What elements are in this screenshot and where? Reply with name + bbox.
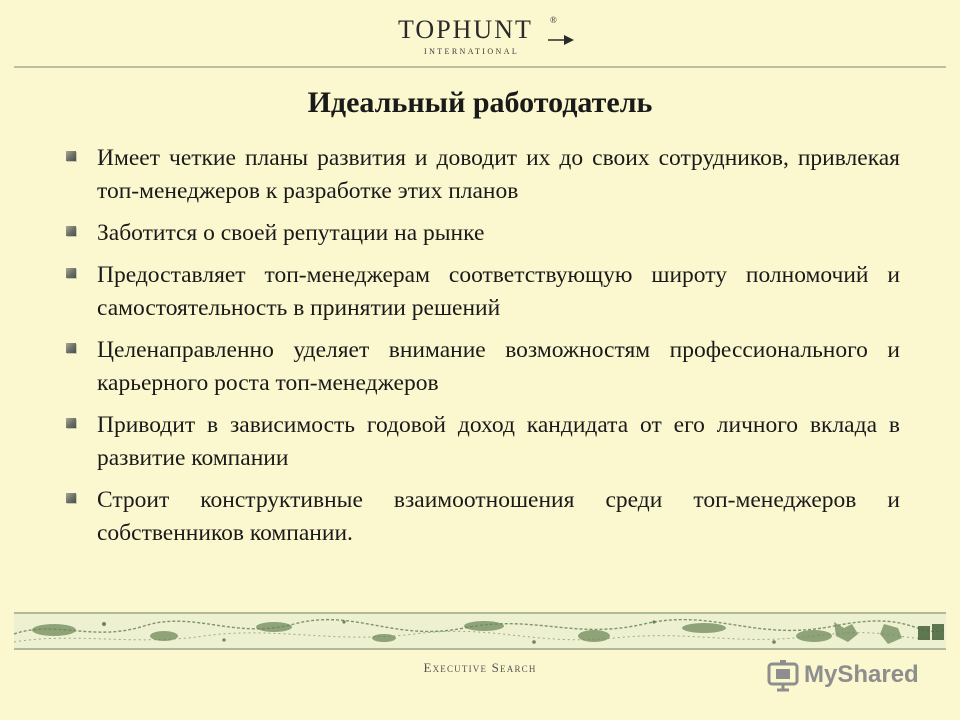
tophunt-logo — [398, 14, 578, 60]
watermark-text: MyShared — [804, 661, 919, 688]
list-item-text: Заботится о своей репутации на рынке — [97, 220, 485, 246]
map-banner-image — [14, 612, 946, 650]
decorative-map-banner — [14, 612, 946, 650]
list-item — [66, 334, 900, 400]
square-bullet-icon — [66, 418, 76, 428]
list-item-text: Предоставляет топ-менеджерам соответствующую широту полномочий и самостоятельность в принятии решений — [97, 262, 900, 321]
list-item — [66, 259, 900, 325]
logo-subtitle: INTERNATIONAL — [424, 47, 520, 56]
square-bullet-icon — [66, 343, 76, 353]
square-bullet-icon — [66, 151, 76, 161]
list-item-text: Строит конструктивные взаимоотношения среди топ-менеджеров и собственников компании. — [97, 487, 900, 546]
logo-brand: TOPHUNT — [398, 15, 533, 44]
list-item-text: Приводит в зависимость годовой доход кандидата от его личного вклада в развитие компании — [97, 412, 900, 471]
myshared-watermark[interactable] — [766, 656, 936, 696]
square-bullet-icon — [66, 226, 76, 236]
list-item — [66, 142, 900, 208]
logo-arrow-icon — [548, 34, 574, 46]
slideshow-icon — [766, 658, 800, 692]
list-item — [66, 484, 900, 550]
logo-registered-mark: ® — [550, 15, 557, 25]
list-item-text: Имеет четкие планы развития и доводит их до своих сотрудников, привлекая топ-менеджеров к разработке этих планов — [97, 145, 900, 204]
square-bullet-icon — [66, 268, 76, 278]
footer-label: Executive Search — [423, 660, 537, 675]
slide-title: Идеальный работодатель — [307, 86, 653, 119]
list-item-text: Целенаправленно уделяет внимание возможностям профессионального и карьерного роста топ-менеджеров — [97, 337, 900, 396]
bullet-list — [66, 142, 900, 559]
list-item — [66, 217, 900, 250]
square-bullet-icon — [66, 493, 76, 503]
header-divider — [14, 66, 946, 68]
list-item — [66, 409, 900, 475]
